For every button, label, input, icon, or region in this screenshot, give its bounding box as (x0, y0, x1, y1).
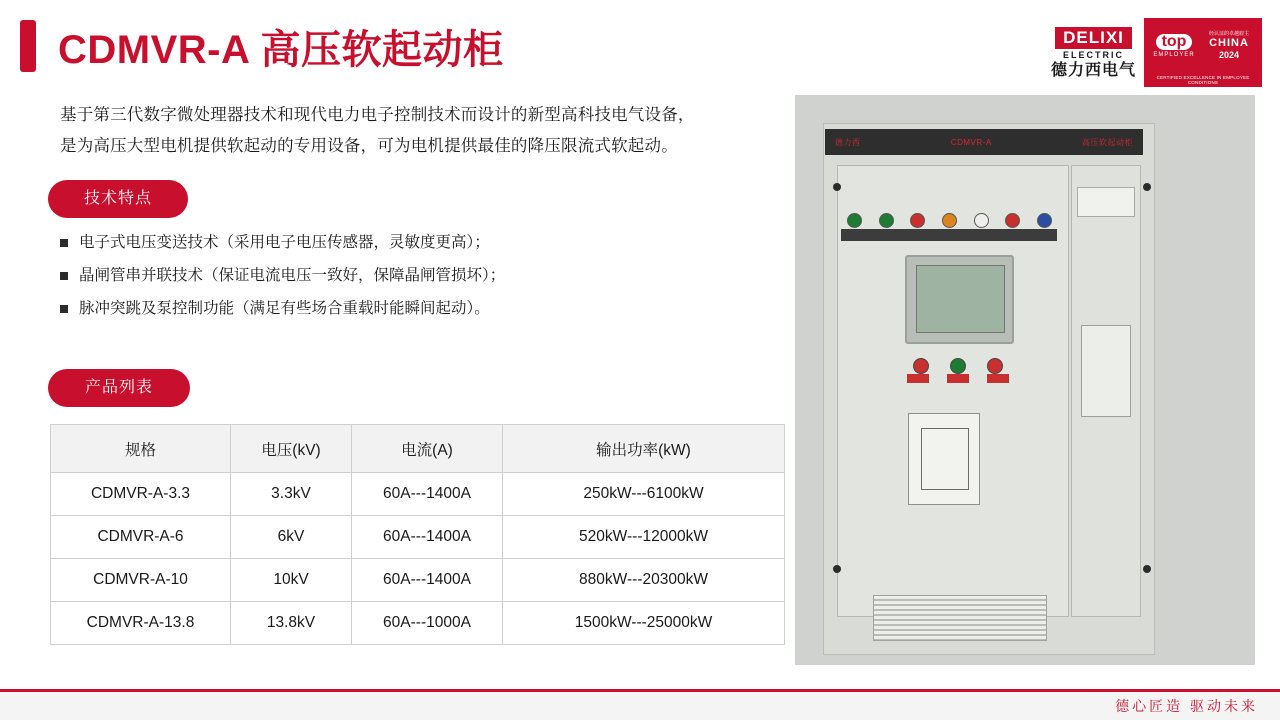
delixi-logo (1051, 27, 1136, 79)
push-button-red-icon (987, 358, 1003, 374)
section-header-product-list: 产品列表 (48, 369, 190, 407)
delixi-sub-en: ELECTRIC (1062, 49, 1124, 60)
indicator-lamp-green-icon (879, 213, 894, 228)
push-button-label-plates (907, 374, 1009, 383)
push-button-green-icon (950, 358, 966, 374)
table-cell-voltage: 13.8kV (231, 602, 352, 645)
section-header-tech-features: 技术特点 (48, 180, 188, 218)
table-header-cell: 电流(A) (352, 425, 503, 473)
feature-list (60, 232, 780, 331)
table-cell-power: 520kW---12000kW (503, 516, 785, 559)
feature-text: 晶闸管串并联技术（保证电流电压一致好，保障晶闸管损坏）； (79, 267, 506, 284)
delixi-brand-en: DELIXI (1055, 27, 1132, 49)
button-label-plate (907, 374, 929, 383)
mimic-diagram-symbol-icon (921, 428, 969, 490)
table-row (51, 559, 785, 602)
mimic-diagram-panel (908, 413, 980, 505)
indicator-lamp-green-icon (847, 213, 862, 228)
feature-text: 电子式电压变送技术（采用电子电压传感器，灵敏度更高）； (79, 234, 490, 251)
table-cell-spec: CDMVR-A-6 (51, 516, 231, 559)
logo-area (1051, 18, 1262, 87)
footer-bar (0, 692, 1280, 720)
table-cell-power: 1500kW---25000kW (503, 602, 785, 645)
top-employer-year: 2024 (1218, 50, 1240, 61)
title-accent-bar (20, 20, 36, 72)
indicator-lamp-white-icon (974, 213, 989, 228)
bullet-square-icon (60, 272, 68, 280)
top-employer-top: top (1156, 34, 1193, 50)
intro-paragraph (60, 100, 780, 162)
cabinet-label-right: 高压软起动柜 (1082, 137, 1133, 147)
table-cell-voltage: 10kV (231, 559, 352, 602)
table-cell-spec: CDMVR-A-3.3 (51, 473, 231, 516)
button-label-plate (987, 374, 1009, 383)
top-employer-logo (1144, 18, 1262, 87)
table-row (51, 516, 785, 559)
top-employer-employer: EMPLOYER (1153, 52, 1195, 58)
cabinet-label-left: 德力西 (835, 137, 861, 147)
intro-line-1: 基于第三代数字微处理器技术和现代电力电子控制技术而设计的新型高科技电气设备， (60, 106, 695, 124)
table-header-cell: 规格 (51, 425, 231, 473)
cabinet-screw-icon (1143, 565, 1151, 573)
list-item (60, 232, 780, 254)
product-table (50, 424, 785, 645)
table-cell-current: 60A---1400A (352, 559, 503, 602)
side-meter-module (1081, 325, 1131, 417)
top-employer-country: CHINA (1209, 37, 1249, 50)
hmi-screen (916, 265, 1005, 333)
push-button-row (913, 358, 1003, 374)
bullet-square-icon (60, 305, 68, 313)
table-cell-spec: CDMVR-A-10 (51, 559, 231, 602)
indicator-lamp-amber-icon (942, 213, 957, 228)
bullet-square-icon (60, 239, 68, 247)
cabinet-label-center: CDMVR-A (950, 137, 992, 147)
table-cell-current: 60A---1000A (352, 602, 503, 645)
table-row (51, 602, 785, 645)
table-cell-spec: CDMVR-A-13.8 (51, 602, 231, 645)
indicator-label-strip (841, 229, 1057, 241)
delixi-brand-cn: 德力西电气 (1050, 61, 1136, 79)
table-cell-power: 880kW---20300kW (503, 559, 785, 602)
table-cell-current: 60A---1400A (352, 516, 503, 559)
feature-text: 脉冲突跳及泵控制功能（满足有些场合重载时能瞬间起动）。 (79, 300, 490, 317)
footer-slogan: 德心匠造 驱动未来 (1115, 698, 1258, 714)
table-header-cell: 电压(kV) (231, 425, 352, 473)
table-header-row (51, 425, 785, 473)
indicator-lamp-red-icon (1005, 213, 1020, 228)
cabinet-screw-icon (833, 183, 841, 191)
indicator-lamp-red-icon (910, 213, 925, 228)
ventilation-grille (873, 595, 1047, 641)
table-cell-power: 250kW---6100kW (503, 473, 785, 516)
product-table-wrap (50, 424, 772, 645)
cabinet-screw-icon (1143, 183, 1151, 191)
table-cell-current: 60A---1400A (352, 473, 503, 516)
table-cell-voltage: 3.3kV (231, 473, 352, 516)
intro-line-2: 是为高压大型电机提供软起动的专用设备，可为电机提供最佳的降压限流式软起动。 (60, 137, 678, 155)
table-cell-voltage: 6kV (231, 516, 352, 559)
cabinet-screw-icon (833, 565, 841, 573)
table-header-cell: 输出功率(kW) (503, 425, 785, 473)
button-label-plate (947, 374, 969, 383)
list-item (60, 298, 780, 320)
list-item (60, 265, 780, 287)
table-row (51, 473, 785, 516)
top-employer-cert-line: 经认证的卓越雇主 (1208, 30, 1249, 37)
page-title: CDMVR-A 高压软起动柜 (58, 28, 504, 72)
cabinet-nameplate (1077, 187, 1135, 217)
top-employer-footer: CERTIFIED EXCELLENCE IN EMPLOYEE CONDITIONS (1144, 74, 1262, 87)
indicator-lamp-row (847, 213, 1052, 228)
push-button-red-icon (913, 358, 929, 374)
cabinet-top-band (825, 129, 1143, 155)
product-photo (795, 95, 1255, 665)
hmi-panel (905, 255, 1014, 344)
indicator-lamp-blue-icon (1037, 213, 1052, 228)
